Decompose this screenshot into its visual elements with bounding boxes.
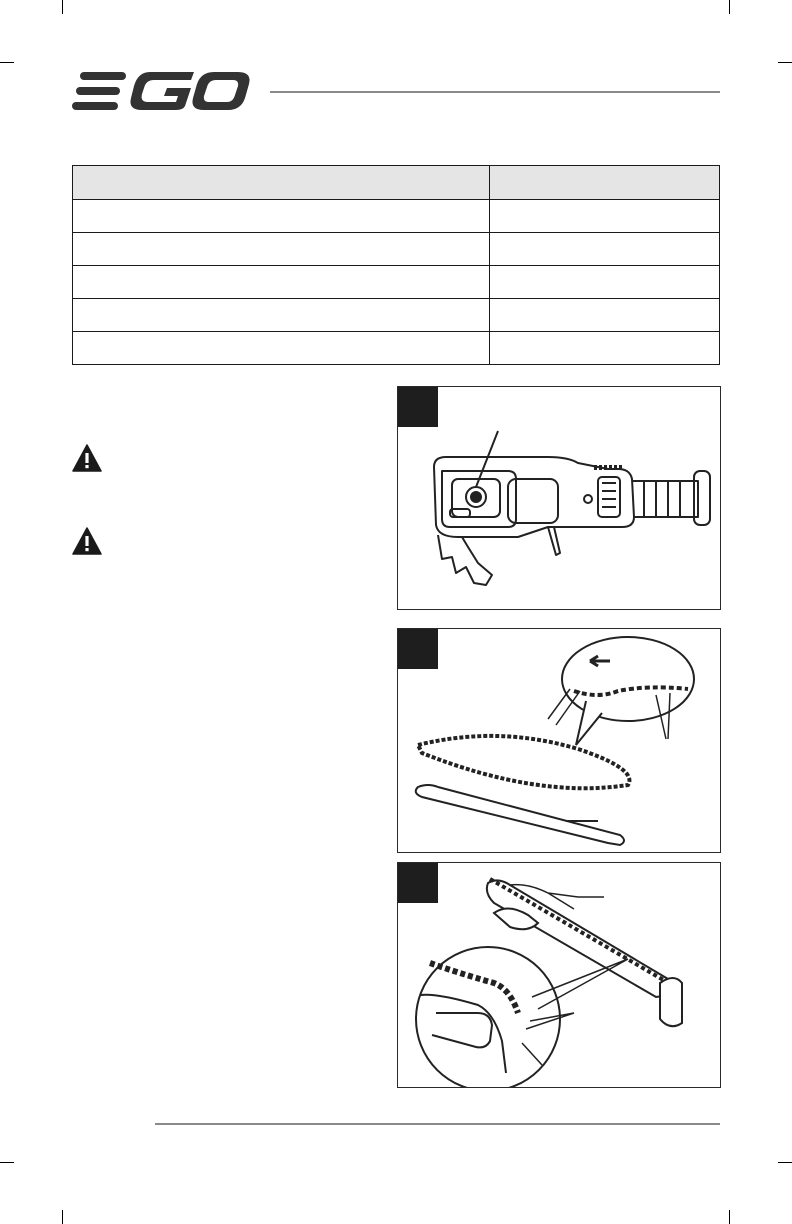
table-cell (490, 200, 720, 233)
crop-mark-top-right-v (729, 0, 730, 14)
table-cell (490, 299, 720, 332)
table-row (73, 200, 720, 233)
table-row (73, 332, 720, 365)
footer-rule (155, 1123, 720, 1125)
table-cell (490, 233, 720, 266)
table-cell (73, 299, 490, 332)
crop-mark-top-right (778, 62, 792, 63)
chain-installation-illustration (398, 863, 720, 1087)
table-cell (73, 266, 490, 299)
table-row (73, 233, 720, 266)
table-cell (490, 266, 720, 299)
table-header-cell (73, 166, 490, 200)
table-row (73, 299, 720, 332)
crop-mark-bottom-left-v (62, 1210, 63, 1224)
table-cell (73, 200, 490, 233)
table-cell (73, 233, 490, 266)
warning-triangle-icon (72, 444, 102, 472)
saw-chain-and-guide-bar-figure (397, 628, 721, 853)
header-rule (270, 91, 720, 93)
ego-logo (72, 70, 252, 112)
crop-mark-bottom-left (0, 1162, 14, 1163)
crop-mark-top-left (0, 62, 14, 63)
crop-mark-bottom-right (778, 1162, 792, 1163)
table-row (73, 266, 720, 299)
chain-and-bar-illustration (398, 629, 720, 852)
chain-installation-figure (397, 862, 721, 1088)
table-cell (490, 332, 720, 365)
crop-mark-bottom-right-v (729, 1210, 730, 1224)
chain-saw-head-figure (397, 386, 721, 610)
saw-head-illustration (398, 387, 720, 609)
table-header-cell (490, 166, 720, 200)
parts-table (72, 165, 720, 365)
warning-triangle-icon (72, 527, 102, 555)
table-header-row (73, 166, 720, 200)
crop-mark-top-left-v (62, 0, 63, 14)
table-cell (73, 332, 490, 365)
